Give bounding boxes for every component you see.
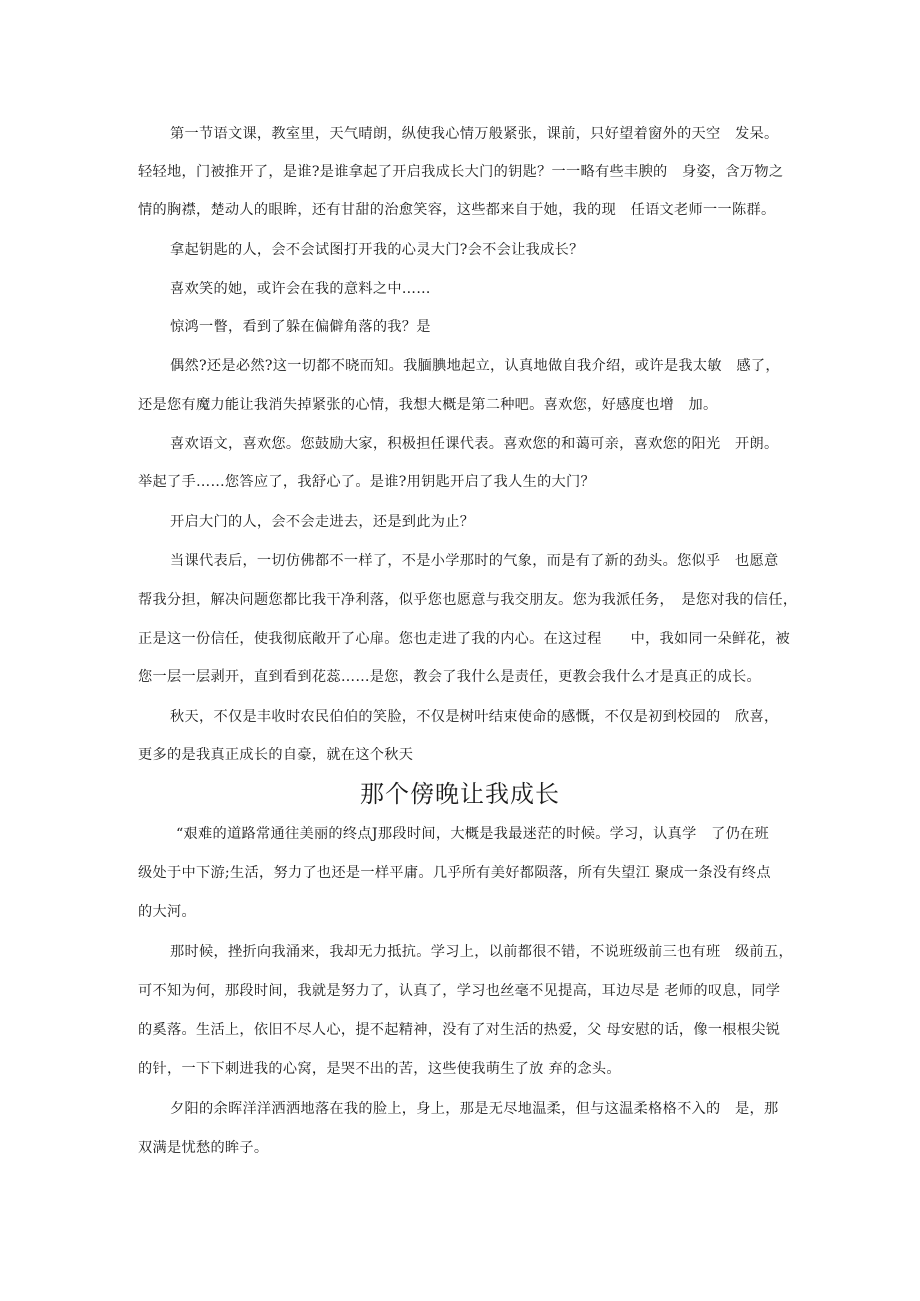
paragraph-line: 帮我分担，解决问题您都比我干净利落，似乎您也愿意与我交朋友。您为我派任务， 是您对我的信任，: [138, 592, 798, 608]
paragraph-line: 偶然?还是必然?这一切都不晓而知。我腼腆地起立，认真地做自我介绍，或许是我太敏 感了，: [170, 358, 780, 374]
paragraph-line: 正是这一份信任，使我彻底敞开了心扉。您也走进了我的内心。在这过程 中，我如同一朵鲜花，被: [138, 631, 790, 647]
paragraph-line: 惊鸿一瞥，看到了躲在偏僻角落的我？是: [170, 319, 431, 335]
paragraph-line: 您一层一层剥开，直到看到花蕊……是您，教会了我什么是责任，更教会我什么才是真正的成长。: [138, 669, 761, 685]
essay-title: 那个傍晚让我成长: [360, 780, 560, 808]
paragraph-line: 开启大门的人，会不会走进去，还是到此为止？: [170, 514, 475, 530]
paragraph-line: 双满是忧愁的眸子。: [138, 1140, 269, 1156]
paragraph-line: 可不知为何，那段时间，我就是努力了，认真了，学习也丝毫不见提高，耳边尽是 老师的叹息，同学: [138, 983, 781, 999]
paragraph-line: 当课代表后，一切仿佛都不一样了，不是小学那时的气象，而是有了新的劲头。您似乎 也愿意: [170, 553, 779, 569]
paragraph-line: 喜欢语文，喜欢您。您鼓励大家，积极担任课代表。喜欢您的和蔼可亲，喜欢您的阳光 开朗。: [170, 436, 779, 452]
paragraph-line: “艰难的道路常通往美丽的终点J那段时间，大概是我最迷茫的时候。学习，认真学 了仍在班: [176, 826, 770, 842]
paragraph-line: 那时候，挫折向我涌来，我却无力抵抗。学习上，以前都很不错，不说班级前三也有班 级前五，: [170, 944, 793, 960]
paragraph-line: 的奚落。生活上，依旧不尽人心，提不起精神，没有了对生活的热爱，父 母安慰的话，像一根根尖锐: [138, 1022, 781, 1038]
paragraph-line: 轻轻地，门被推开了，是谁?是谁拿起了开启我成长大门的钥匙？一一略有些丰腴的 身姿，含万物之: [138, 164, 784, 180]
paragraph-line: 级处于中下游;生活，努力了也还是一样平庸。几乎所有美好都陨落，所有失望江 聚成一条没有终点: [138, 865, 771, 881]
paragraph-line: 拿起钥匙的人，会不会试图打开我的心灵大门?会不会让我成长？: [170, 242, 584, 258]
paragraph-line: 的针，一下下刺进我的心窝，是哭不出的苦，这些使我萌生了放 弃的念头。: [138, 1061, 621, 1077]
paragraph-line: 的大河。: [138, 904, 196, 920]
paragraph-line: 还是您有魔力能让我消失掉紧张的心情，我想大概是第二种吧。喜欢您，好感度也增 加。: [138, 397, 718, 413]
paragraph-line: 举起了手……您答应了，我舒心了。是谁?用钥匙开启了我人生的大门？: [138, 474, 596, 490]
paragraph-line: 夕阳的余晖洋洋洒洒地落在我的脸上，身上，那是无尽地温柔，但与这温柔格格不入的 是，那: [170, 1101, 779, 1117]
paragraph-line: 更多的是我真正成长的自豪，就在这个秋天: [138, 747, 414, 763]
paragraph-line: 秋天，不仅是丰收时农民伯伯的笑脸，不仅是树叶结束使命的感慨，不仅是初到校园的 欣喜，: [170, 709, 779, 725]
paragraph-line: 喜欢笑的她，或许会在我的意料之中……: [170, 281, 431, 297]
paragraph-line: 第一节语文课，教室里，天气晴朗，纵使我心情万般紧张，课前，只好望着窗外的天空 发呆。: [170, 126, 779, 142]
paragraph-line: 情的胸襟，楚动人的眼眸，还有甘甜的治愈笑容，这些都来自于她，我的现 任语文老师一一陈群。: [138, 202, 776, 218]
